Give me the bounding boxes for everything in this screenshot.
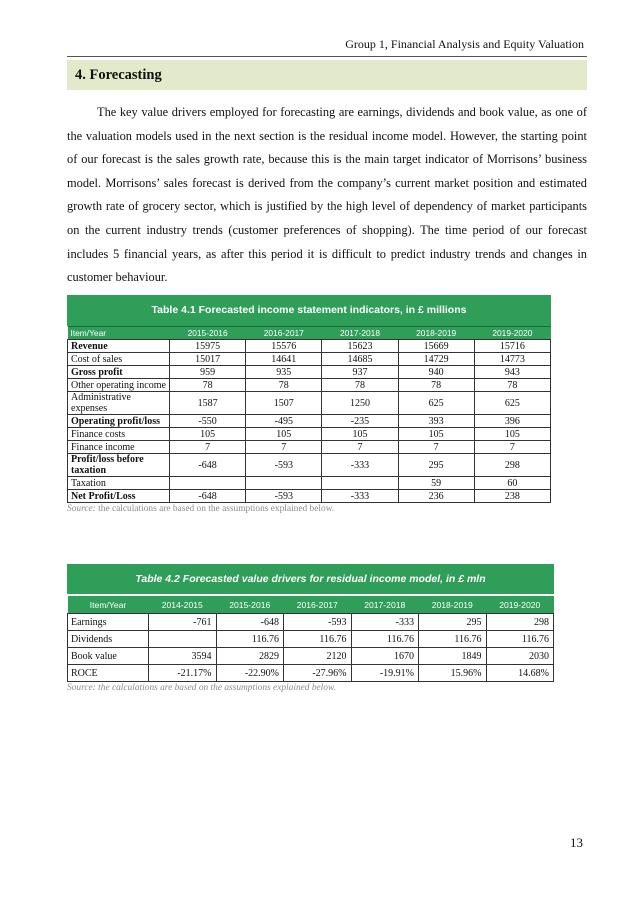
column-header: 2019-2020 <box>474 327 550 340</box>
income-statement-table <box>67 295 551 514</box>
table-cell: 298 <box>474 454 550 477</box>
table-cell: 2829 <box>216 648 284 665</box>
table-cell: -27.96% <box>284 665 352 682</box>
table-cell: -593 <box>284 614 352 631</box>
table-cell: 14.68% <box>486 665 554 682</box>
table-cell: -333 <box>322 454 398 477</box>
table-cell: 1849 <box>419 648 487 665</box>
table-cell <box>322 477 398 490</box>
table-row <box>68 428 551 441</box>
table-cell: 7 <box>474 441 550 454</box>
table-cell: 959 <box>170 366 246 379</box>
table-source-note: Source: the calculations are based on the assumptions explained below. <box>67 683 336 693</box>
table-row <box>68 340 551 353</box>
table-cell <box>170 477 246 490</box>
table-cell: 15017 <box>170 353 246 366</box>
table-cell: -761 <box>149 614 217 631</box>
table-cell: 14729 <box>398 353 474 366</box>
table-cell: -333 <box>351 614 419 631</box>
table-cell: 1587 <box>170 392 246 415</box>
table-caption: Table 4.2 Forecasted value drivers for residual income model, in £ mln <box>67 564 554 594</box>
row-label: Net Profit/Loss <box>68 490 170 503</box>
table-cell: 7 <box>246 441 322 454</box>
table-cell: 14641 <box>246 353 322 366</box>
table-cell: 116.76 <box>284 631 352 648</box>
row-label: Gross profit <box>68 366 170 379</box>
table-row <box>68 353 551 366</box>
table-row <box>68 392 551 415</box>
table-cell: -19.91% <box>351 665 419 682</box>
table-row <box>68 665 554 682</box>
table-cell: 15716 <box>474 340 550 353</box>
table-cell: 105 <box>398 428 474 441</box>
table-source-note: Source: the calculations are based on the assumptions explained below. <box>67 504 335 514</box>
table-cell: 105 <box>474 428 550 441</box>
table-cell: 295 <box>398 454 474 477</box>
row-label: Profit/loss before taxation <box>68 454 170 477</box>
table-cell: 943 <box>474 366 550 379</box>
section-heading: 4. Forecasting <box>67 60 587 90</box>
table-cell: -550 <box>170 415 246 428</box>
table-cell: 7 <box>170 441 246 454</box>
column-header: 2017-2018 <box>351 595 419 614</box>
table-cell: 78 <box>398 379 474 392</box>
table-row <box>68 441 551 454</box>
table-cell: -593 <box>246 490 322 503</box>
table-cell: 1250 <box>322 392 398 415</box>
table-cell: 105 <box>170 428 246 441</box>
value-drivers-table <box>67 564 554 693</box>
table-cell: 59 <box>398 477 474 490</box>
table-cell: 15975 <box>170 340 246 353</box>
table-cell: 14685 <box>322 353 398 366</box>
table-cell: 1507 <box>246 392 322 415</box>
table-cell: 15623 <box>322 340 398 353</box>
table-cell: 116.76 <box>486 631 554 648</box>
table-cell: 295 <box>419 614 487 631</box>
row-label: Taxation <box>68 477 170 490</box>
row-label: ROCE <box>68 665 149 682</box>
table-cell: 2030 <box>486 648 554 665</box>
row-label: Other operating income <box>68 379 170 392</box>
column-header: 2018-2019 <box>398 327 474 340</box>
row-label: Operating profit/loss <box>68 415 170 428</box>
table-row <box>68 454 551 477</box>
column-header: 2015-2016 <box>170 327 246 340</box>
running-header: Group 1, Financial Analysis and Equity Valuation <box>345 37 584 51</box>
table-cell: 78 <box>322 379 398 392</box>
table-cell: 15576 <box>246 340 322 353</box>
table-cell: 935 <box>246 366 322 379</box>
table-cell: -648 <box>170 454 246 477</box>
column-header: 2019-2020 <box>486 595 554 614</box>
row-label: Book value <box>68 648 149 665</box>
body-paragraph: The key value drivers employed for forecasting are earnings, dividends and book value, as one of the valuation models used in the next section is the residual income model. However, the starting point of our forecast is the sales growth rate, because this is the main target indicator of Morrisons’ business model. Morrisons’ sales forecast is derived from the company’s current market position and estimated growth rate of grocery sector, which is justified by the high level of dependency of market participants on the current industry trends (customer preferences of shopping). The time period of our forecast includes 5 financial years, as after this period it is difficult to predict industry trends and changes in customer behaviour. <box>67 105 587 285</box>
table-cell: 60 <box>474 477 550 490</box>
table-row <box>68 631 554 648</box>
table-cell: 78 <box>170 379 246 392</box>
table-cell: 940 <box>398 366 474 379</box>
table-cell: 236 <box>398 490 474 503</box>
table-header-row <box>68 595 554 614</box>
table-cell: -648 <box>216 614 284 631</box>
table-cell: 105 <box>246 428 322 441</box>
table-cell: -22.90% <box>216 665 284 682</box>
row-label: Cost of sales <box>68 353 170 366</box>
table-cell: 2120 <box>284 648 352 665</box>
column-header: 2017-2018 <box>322 327 398 340</box>
table-cell: 116.76 <box>216 631 284 648</box>
row-label: Revenue <box>68 340 170 353</box>
table-cell: -333 <box>322 490 398 503</box>
table-cell: 298 <box>486 614 554 631</box>
table-cell: -21.17% <box>149 665 217 682</box>
table-row <box>68 477 551 490</box>
table-cell: 396 <box>474 415 550 428</box>
column-header: Item/Year <box>68 327 170 340</box>
column-header: 2018-2019 <box>419 595 487 614</box>
table-cell: -593 <box>246 454 322 477</box>
table-row <box>68 379 551 392</box>
table-row <box>68 366 551 379</box>
table-header-row <box>68 327 551 340</box>
table-cell: 15669 <box>398 340 474 353</box>
table-cell: 78 <box>246 379 322 392</box>
table-row <box>68 490 551 503</box>
table-row <box>68 614 554 631</box>
table-cell: -235 <box>322 415 398 428</box>
table-cell: 393 <box>398 415 474 428</box>
column-header: 2016-2017 <box>246 327 322 340</box>
row-label: Finance costs <box>68 428 170 441</box>
row-label: Earnings <box>68 614 149 631</box>
row-label: Dividends <box>68 631 149 648</box>
table-cell: -495 <box>246 415 322 428</box>
table-cell <box>246 477 322 490</box>
row-label: Administrative expenses <box>68 392 170 415</box>
table-cell: 625 <box>398 392 474 415</box>
table-cell: 14773 <box>474 353 550 366</box>
table-row <box>68 648 554 665</box>
table-row <box>68 415 551 428</box>
table-cell: 937 <box>322 366 398 379</box>
column-header: 2015-2016 <box>216 595 284 614</box>
column-header: Item/Year <box>68 595 149 614</box>
table-cell: 238 <box>474 490 550 503</box>
column-header: 2014-2015 <box>149 595 217 614</box>
header-divider <box>67 56 587 57</box>
table-cell: 15.96% <box>419 665 487 682</box>
table-cell: 7 <box>322 441 398 454</box>
table-cell: 625 <box>474 392 550 415</box>
table-cell: 116.76 <box>351 631 419 648</box>
table-cell: -648 <box>170 490 246 503</box>
row-label: Finance income <box>68 441 170 454</box>
column-header: 2016-2017 <box>284 595 352 614</box>
table-cell: 3594 <box>149 648 217 665</box>
table-cell: 116.76 <box>419 631 487 648</box>
table-caption: Table 4.1 Forecasted income statement indicators, in £ millions <box>67 295 551 326</box>
table-cell: 105 <box>322 428 398 441</box>
table-cell: 78 <box>474 379 550 392</box>
page-number: 13 <box>570 835 583 850</box>
table-cell: 7 <box>398 441 474 454</box>
table-cell <box>149 631 217 648</box>
table-cell: 1670 <box>351 648 419 665</box>
